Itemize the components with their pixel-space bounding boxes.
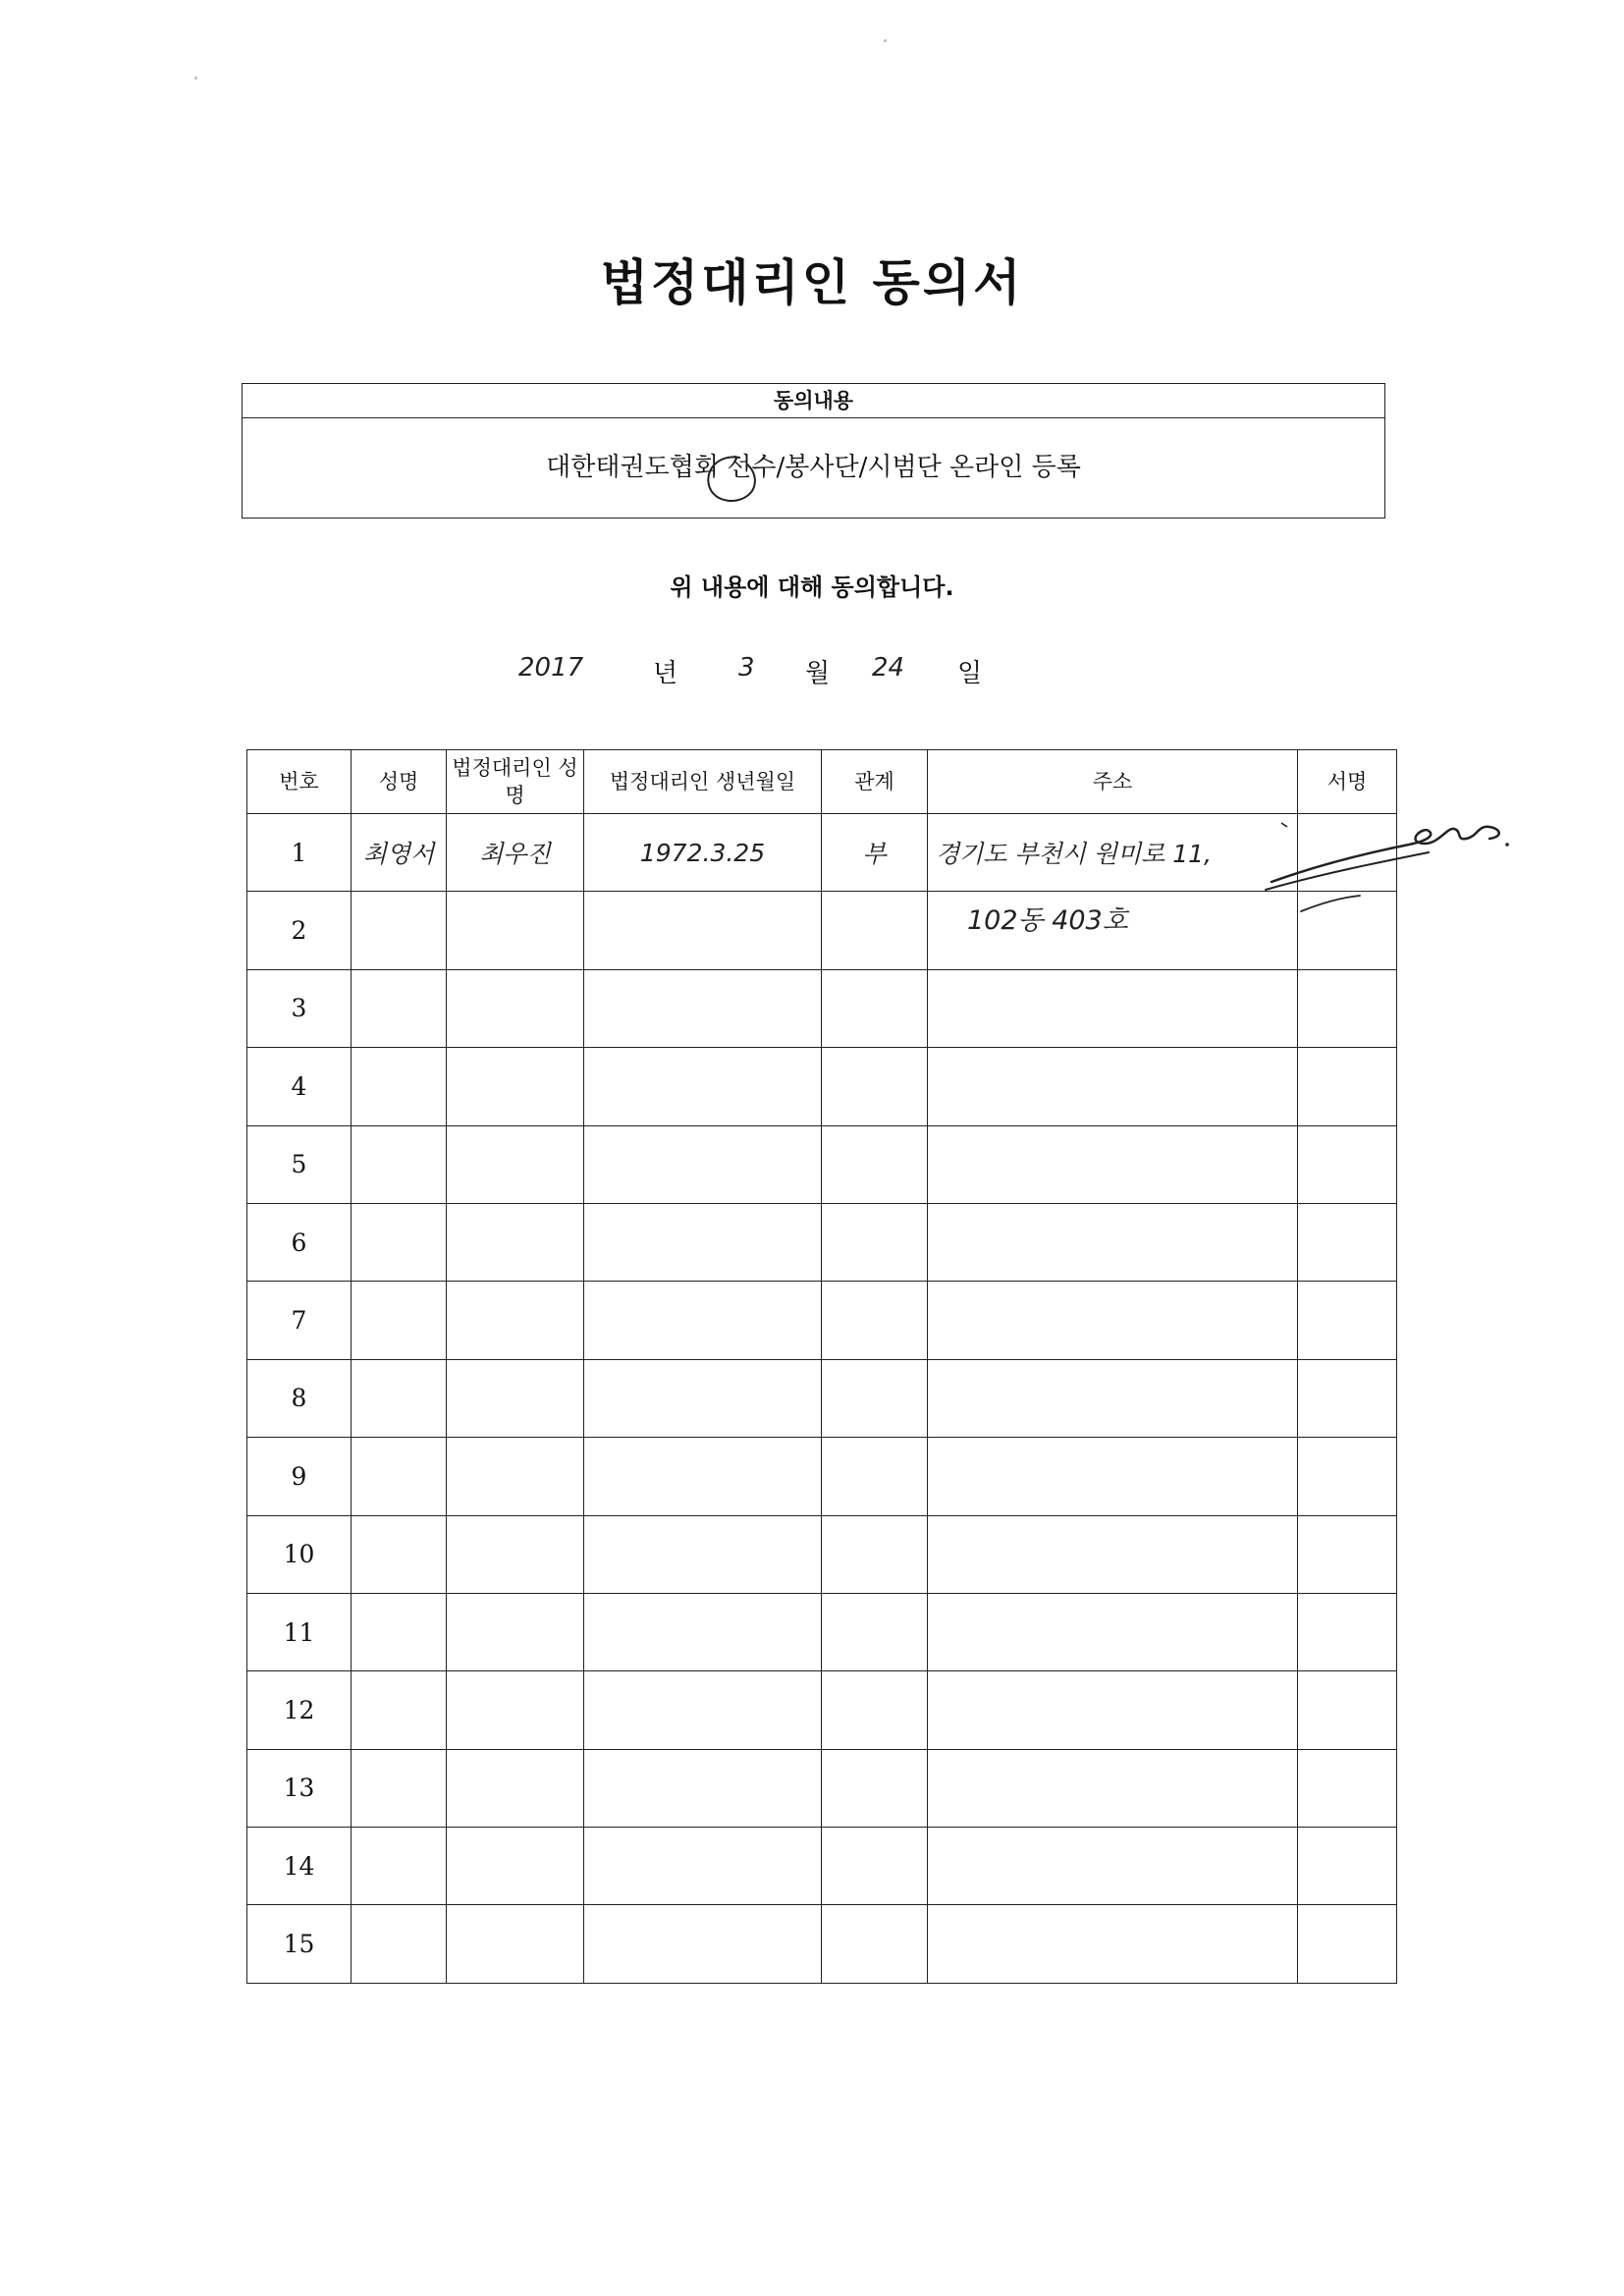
scan-speck xyxy=(884,39,887,42)
empty-cell xyxy=(352,1515,447,1593)
empty-cell xyxy=(1298,1048,1397,1125)
empty-cell xyxy=(447,1905,584,1983)
empty-cell xyxy=(1298,1828,1397,1905)
consent-body: 대한태권도협회 선수/봉사단/시범단 온라인 등록 xyxy=(546,453,1081,482)
table-header-row xyxy=(247,750,1397,814)
empty-cell xyxy=(928,1125,1298,1203)
empty-cell xyxy=(352,969,447,1047)
empty-cell xyxy=(1298,1282,1397,1359)
guardian-name: 최우진 xyxy=(447,814,584,892)
empty-cell xyxy=(928,1048,1298,1125)
empty-cell xyxy=(1298,1203,1397,1281)
empty-cell xyxy=(822,969,928,1047)
table-row xyxy=(247,892,1397,969)
header-signature: 서명 xyxy=(1298,750,1397,814)
empty-cell xyxy=(928,1671,1298,1749)
empty-cell xyxy=(447,1282,584,1359)
empty-cell xyxy=(352,1125,447,1203)
empty-cell xyxy=(447,892,584,969)
consent-box xyxy=(242,383,1385,519)
table-row xyxy=(247,1671,1397,1749)
date-day-unit: 일 xyxy=(957,659,983,688)
header-guardian-birth: 법정대리인 생년월일 xyxy=(584,750,822,814)
empty-cell xyxy=(584,1438,822,1515)
row-number: 9 xyxy=(247,1438,352,1515)
empty-cell xyxy=(447,1515,584,1593)
empty-cell xyxy=(1298,1438,1397,1515)
empty-cell xyxy=(928,1828,1298,1905)
empty-cell xyxy=(447,1671,584,1749)
table-row xyxy=(247,1905,1397,1983)
table-row xyxy=(247,969,1397,1047)
empty-cell xyxy=(447,1359,584,1437)
empty-cell xyxy=(928,1749,1298,1827)
empty-cell xyxy=(352,1828,447,1905)
empty-cell xyxy=(1298,1515,1397,1593)
empty-cell xyxy=(352,1359,447,1437)
empty-cell xyxy=(822,892,928,969)
row-number: 2 xyxy=(247,892,352,969)
empty-cell xyxy=(352,1593,447,1670)
table-row xyxy=(247,814,1397,892)
address-line2: 102동 403호 xyxy=(967,905,1128,936)
empty-cell xyxy=(1298,1671,1397,1749)
handwritten-signature xyxy=(1262,805,1537,923)
empty-cell xyxy=(928,1359,1298,1437)
document-title: 법정대리인 동의서 xyxy=(600,254,1024,311)
empty-cell xyxy=(822,1203,928,1281)
date-day: 24 xyxy=(872,653,905,683)
empty-cell xyxy=(584,1515,822,1593)
date-month-unit: 월 xyxy=(805,659,831,688)
empty-cell xyxy=(822,1749,928,1827)
table-row xyxy=(247,1828,1397,1905)
empty-cell xyxy=(584,1905,822,1983)
address-line1: 경기도 부천시 원미로 11, xyxy=(928,814,1298,892)
header-relation: 관계 xyxy=(822,750,928,814)
row-number: 13 xyxy=(247,1749,352,1827)
empty-cell xyxy=(928,1438,1298,1515)
row-number: 15 xyxy=(247,1905,352,1983)
student-name: 최영서 xyxy=(352,814,447,892)
empty-cell xyxy=(447,1203,584,1281)
date-month: 3 xyxy=(738,653,755,683)
date-line xyxy=(511,643,1198,692)
row-number: 7 xyxy=(247,1282,352,1359)
empty-cell xyxy=(447,1438,584,1515)
scan-speck xyxy=(194,77,197,80)
row-number: 8 xyxy=(247,1359,352,1437)
empty-cell xyxy=(822,1125,928,1203)
table-row xyxy=(247,1749,1397,1827)
empty-cell xyxy=(447,1593,584,1670)
table-row xyxy=(247,1282,1397,1359)
empty-cell xyxy=(822,1828,928,1905)
empty-cell xyxy=(1298,1359,1397,1437)
agreement-statement: 위 내용에 대해 동의합니다. xyxy=(670,574,954,601)
empty-cell xyxy=(447,969,584,1047)
empty-cell xyxy=(822,1515,928,1593)
empty-cell xyxy=(584,969,822,1047)
table-row xyxy=(247,1593,1397,1670)
header-guardian-name: 법정대리인 성명 xyxy=(447,750,584,814)
row-number: 12 xyxy=(247,1671,352,1749)
empty-cell xyxy=(1298,1905,1397,1983)
empty-cell xyxy=(584,1828,822,1905)
table-row xyxy=(247,1125,1397,1203)
date-year: 2017 xyxy=(518,653,584,683)
row-number: 4 xyxy=(247,1048,352,1125)
empty-cell xyxy=(928,969,1298,1047)
table-row xyxy=(247,1203,1397,1281)
empty-cell xyxy=(822,1282,928,1359)
empty-cell xyxy=(584,892,822,969)
empty-cell xyxy=(822,1905,928,1983)
handwritten-circle-mark xyxy=(701,452,760,509)
empty-cell xyxy=(822,1048,928,1125)
row-number: 10 xyxy=(247,1515,352,1593)
empty-cell xyxy=(584,1359,822,1437)
empty-cell xyxy=(447,1749,584,1827)
relation: 부 xyxy=(822,814,928,892)
empty-cell xyxy=(928,1515,1298,1593)
empty-cell xyxy=(1298,1749,1397,1827)
date-year-unit: 년 xyxy=(653,659,678,688)
empty-cell xyxy=(447,1125,584,1203)
empty-cell xyxy=(822,1671,928,1749)
row-number: 14 xyxy=(247,1828,352,1905)
empty-cell xyxy=(928,1593,1298,1670)
empty-cell xyxy=(584,1749,822,1827)
row-number: 1 xyxy=(247,814,352,892)
empty-cell xyxy=(1298,1593,1397,1670)
empty-cell xyxy=(584,1125,822,1203)
empty-cell xyxy=(822,1359,928,1437)
empty-cell xyxy=(822,1593,928,1670)
header-number: 번호 xyxy=(247,750,352,814)
header-name: 성명 xyxy=(352,750,447,814)
table-row xyxy=(247,1515,1397,1593)
empty-cell xyxy=(447,1828,584,1905)
empty-cell xyxy=(352,1905,447,1983)
header-address: 주소 xyxy=(928,750,1298,814)
empty-cell xyxy=(584,1671,822,1749)
table-row xyxy=(247,1438,1397,1515)
guardian-birth: 1972.3.25 xyxy=(584,814,822,892)
empty-cell xyxy=(352,1048,447,1125)
empty-cell xyxy=(1298,1125,1397,1203)
empty-cell xyxy=(352,1282,447,1359)
table-row xyxy=(247,1048,1397,1125)
empty-cell xyxy=(584,1048,822,1125)
empty-cell xyxy=(447,1048,584,1125)
empty-cell xyxy=(352,1203,447,1281)
empty-cell xyxy=(584,1282,822,1359)
row-number: 5 xyxy=(247,1125,352,1203)
guardian-table xyxy=(246,749,1397,1984)
empty-cell xyxy=(822,1438,928,1515)
empty-cell xyxy=(584,1593,822,1670)
row-number: 11 xyxy=(247,1593,352,1670)
empty-cell xyxy=(584,1203,822,1281)
row-number: 6 xyxy=(247,1203,352,1281)
table-row xyxy=(247,1359,1397,1437)
empty-cell xyxy=(352,1438,447,1515)
empty-cell xyxy=(928,1203,1298,1281)
empty-cell xyxy=(352,1749,447,1827)
empty-cell xyxy=(352,892,447,969)
row-number: 3 xyxy=(247,969,352,1047)
empty-cell xyxy=(928,1905,1298,1983)
consent-header: 동의내용 xyxy=(243,384,1384,418)
empty-cell xyxy=(352,1671,447,1749)
empty-cell xyxy=(1298,969,1397,1047)
empty-cell xyxy=(928,1282,1298,1359)
